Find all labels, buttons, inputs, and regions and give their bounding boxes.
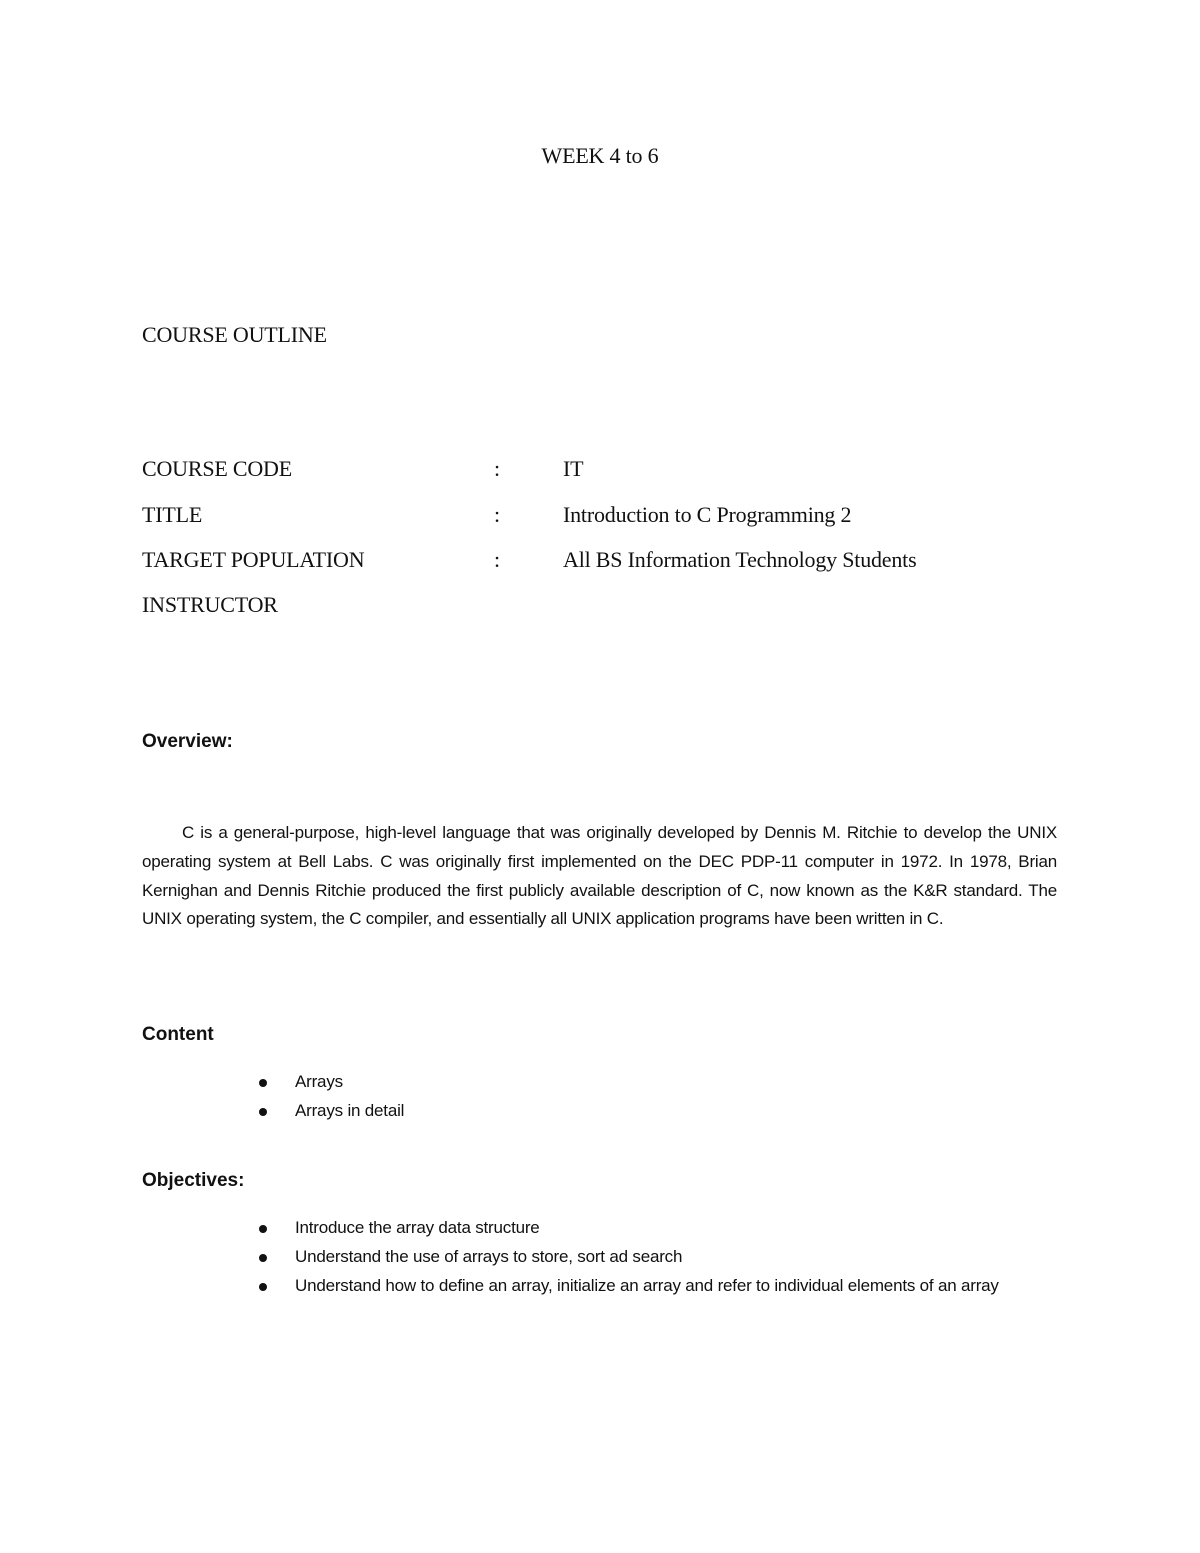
content-heading: Content [142,1024,214,1045]
bullet-icon [259,1254,267,1262]
title-row [142,502,1102,532]
list-item [253,1068,1059,1097]
target-population-colon: : [494,547,500,572]
instructor-row [142,592,1102,622]
bullet-icon [259,1225,267,1233]
overview-heading: Overview: [142,731,233,752]
list-item-text: Understand how to define an array, initialize an array and refer to individual elements of an array [295,1275,999,1295]
course-code-label: COURSE CODE [142,456,292,481]
title-colon: : [494,502,500,527]
list-item [253,1243,1059,1272]
list-item [253,1272,1059,1301]
week-title: WEEK 4 to 6 [541,143,659,168]
target-population-value: All BS Information Technology Students [563,547,917,572]
instructor-label: INSTRUCTOR [142,592,278,617]
bullet-icon [259,1283,267,1291]
course-outline-title: COURSE OUTLINE [142,322,327,347]
objectives-list [253,1214,1059,1300]
overview-paragraph: C is a general-purpose, high-level language that was originally developed by Dennis M. Ritchie to develop the UNIX operating system at Bell Labs. C was originally first implemented on the DEC PDP-11 computer in 1972. In 1978, Brian Kernighan and Dennis Ritchie produced the first publicly available description of C, now known as the K&R standard. The UNIX operating system, the C compiler, and essentially all UNIX application programs have been written in C. [142,823,1057,929]
bullet-icon [259,1079,267,1087]
course-code-value: IT [563,456,584,481]
list-item [253,1097,1059,1126]
title-label: TITLE [142,502,203,527]
bullet-icon [259,1108,267,1116]
list-item-text: Introduce the array data structure [295,1218,540,1237]
list-item-text: Arrays [295,1072,343,1091]
objectives-heading: Objectives: [142,1170,245,1191]
title-value: Introduction to C Programming 2 [563,502,852,527]
target-population-row [142,547,1102,577]
course-code-row [142,456,1102,486]
list-item-text: Arrays in detail [295,1100,405,1120]
content-list [253,1068,1059,1126]
course-code-colon: : [494,456,500,481]
target-population-label: TARGET POPULATION [142,547,365,572]
list-item-text: Understand the use of arrays to store, sort ad search [295,1246,683,1266]
list-item [253,1214,1059,1243]
